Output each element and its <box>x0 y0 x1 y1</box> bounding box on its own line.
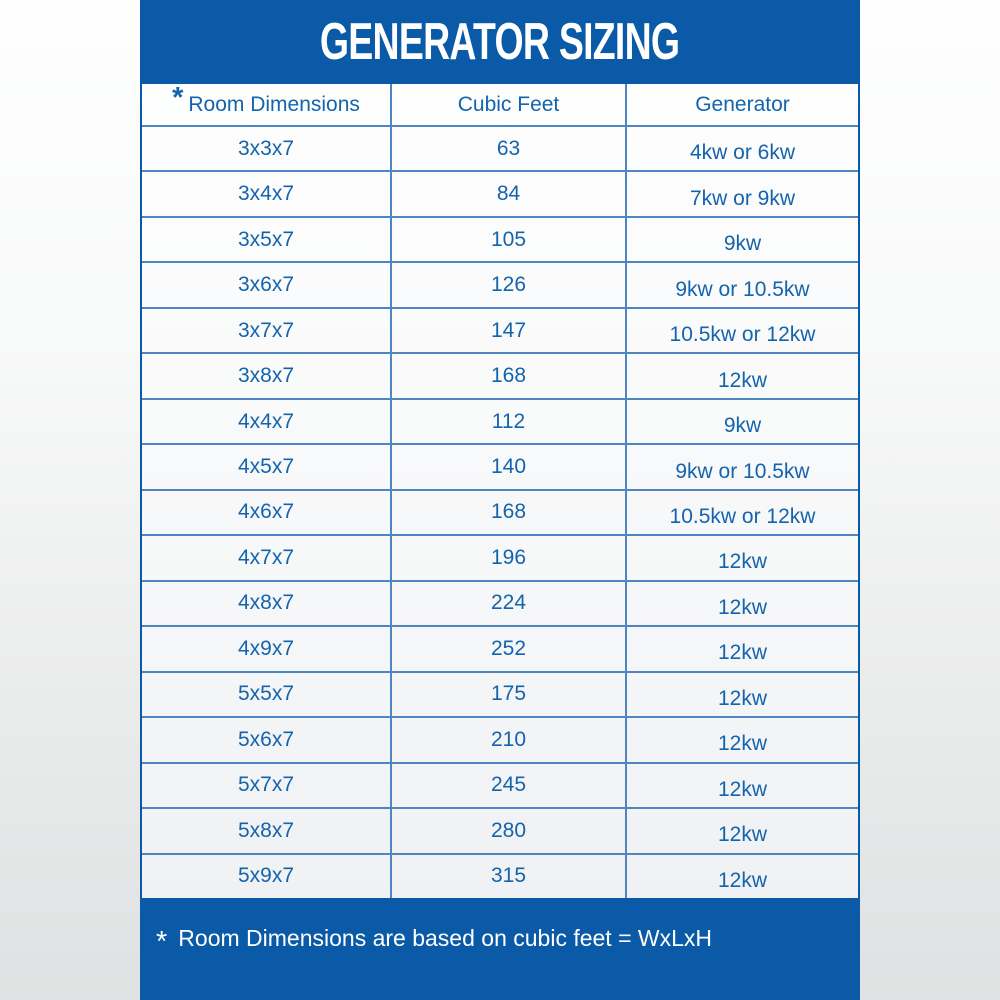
table-cell: 5x6x7 <box>142 718 390 761</box>
generator-sizing-panel <box>140 0 860 1000</box>
table-cell: 10.5kw or 12kw <box>627 309 858 352</box>
table-cell: 126 <box>392 263 625 306</box>
table-cell: 9kw or 10.5kw <box>627 445 858 488</box>
table-cell: 105 <box>392 218 625 261</box>
footnote-text: Room Dimensions are based on cubic feet = WxLxH <box>178 924 713 951</box>
table-cell: 112 <box>392 400 625 443</box>
table-cell: 12kw <box>627 627 858 670</box>
table-cell: 9kw <box>627 218 858 261</box>
table-cell: 224 <box>392 582 625 625</box>
page-title: GENERATOR SIZING <box>320 13 680 71</box>
table-cell: 168 <box>392 354 625 397</box>
table-cell: 4x5x7 <box>142 445 390 488</box>
table-cell: 3x4x7 <box>142 172 390 215</box>
table-cell: 4x7x7 <box>142 536 390 579</box>
column-header-label: Room Dimensions <box>188 92 360 116</box>
table-cell: 5x9x7 <box>142 855 390 898</box>
table-cell: 12kw <box>627 809 858 852</box>
table-cell: 10.5kw or 12kw <box>627 491 858 534</box>
table-cell: 4x4x7 <box>142 400 390 443</box>
table-cell: 12kw <box>627 582 858 625</box>
asterisk-icon: * <box>156 925 168 958</box>
table-cell: 147 <box>392 309 625 352</box>
asterisk-icon: * <box>172 82 184 114</box>
table-cell: 175 <box>392 673 625 716</box>
table-cell: 12kw <box>627 673 858 716</box>
table-cell: 3x3x7 <box>142 127 390 170</box>
table-cell: 12kw <box>627 536 858 579</box>
table-cell: 4kw or 6kw <box>627 127 858 170</box>
column-header-generator <box>627 84 858 125</box>
sizing-table <box>142 84 858 898</box>
column-header-label: Generator <box>695 92 790 116</box>
table-cell: 63 <box>392 127 625 170</box>
table-cell: 3x7x7 <box>142 309 390 352</box>
column-header-cubic-feet <box>392 84 625 125</box>
table-cell: 4x6x7 <box>142 491 390 534</box>
table-cell: 196 <box>392 536 625 579</box>
table-cell: 4x9x7 <box>142 627 390 670</box>
table-cell: 315 <box>392 855 625 898</box>
table-cell: 12kw <box>627 764 858 807</box>
footnote <box>140 898 860 998</box>
table-cell: 9kw or 10.5kw <box>627 263 858 306</box>
table-cell: 4x8x7 <box>142 582 390 625</box>
column-header-label: Cubic Feet <box>457 92 560 116</box>
table-cell: 5x5x7 <box>142 673 390 716</box>
table-cell: 12kw <box>627 718 858 761</box>
column-header-room-dimensions <box>142 84 390 125</box>
title-band <box>140 0 860 84</box>
table-cell: 84 <box>392 172 625 215</box>
table-cell: 3x5x7 <box>142 218 390 261</box>
table-cell: 3x8x7 <box>142 354 390 397</box>
table-cell: 210 <box>392 718 625 761</box>
table-cell: 5x7x7 <box>142 764 390 807</box>
table-cell: 168 <box>392 491 625 534</box>
table-cell: 252 <box>392 627 625 670</box>
table-cell: 12kw <box>627 354 858 397</box>
table-cell: 140 <box>392 445 625 488</box>
table-cell: 245 <box>392 764 625 807</box>
table-cell: 12kw <box>627 855 858 898</box>
table-cell: 9kw <box>627 400 858 443</box>
table-cell: 3x6x7 <box>142 263 390 306</box>
table-cell: 5x8x7 <box>142 809 390 852</box>
table-cell: 7kw or 9kw <box>627 172 858 215</box>
table-cell: 280 <box>392 809 625 852</box>
